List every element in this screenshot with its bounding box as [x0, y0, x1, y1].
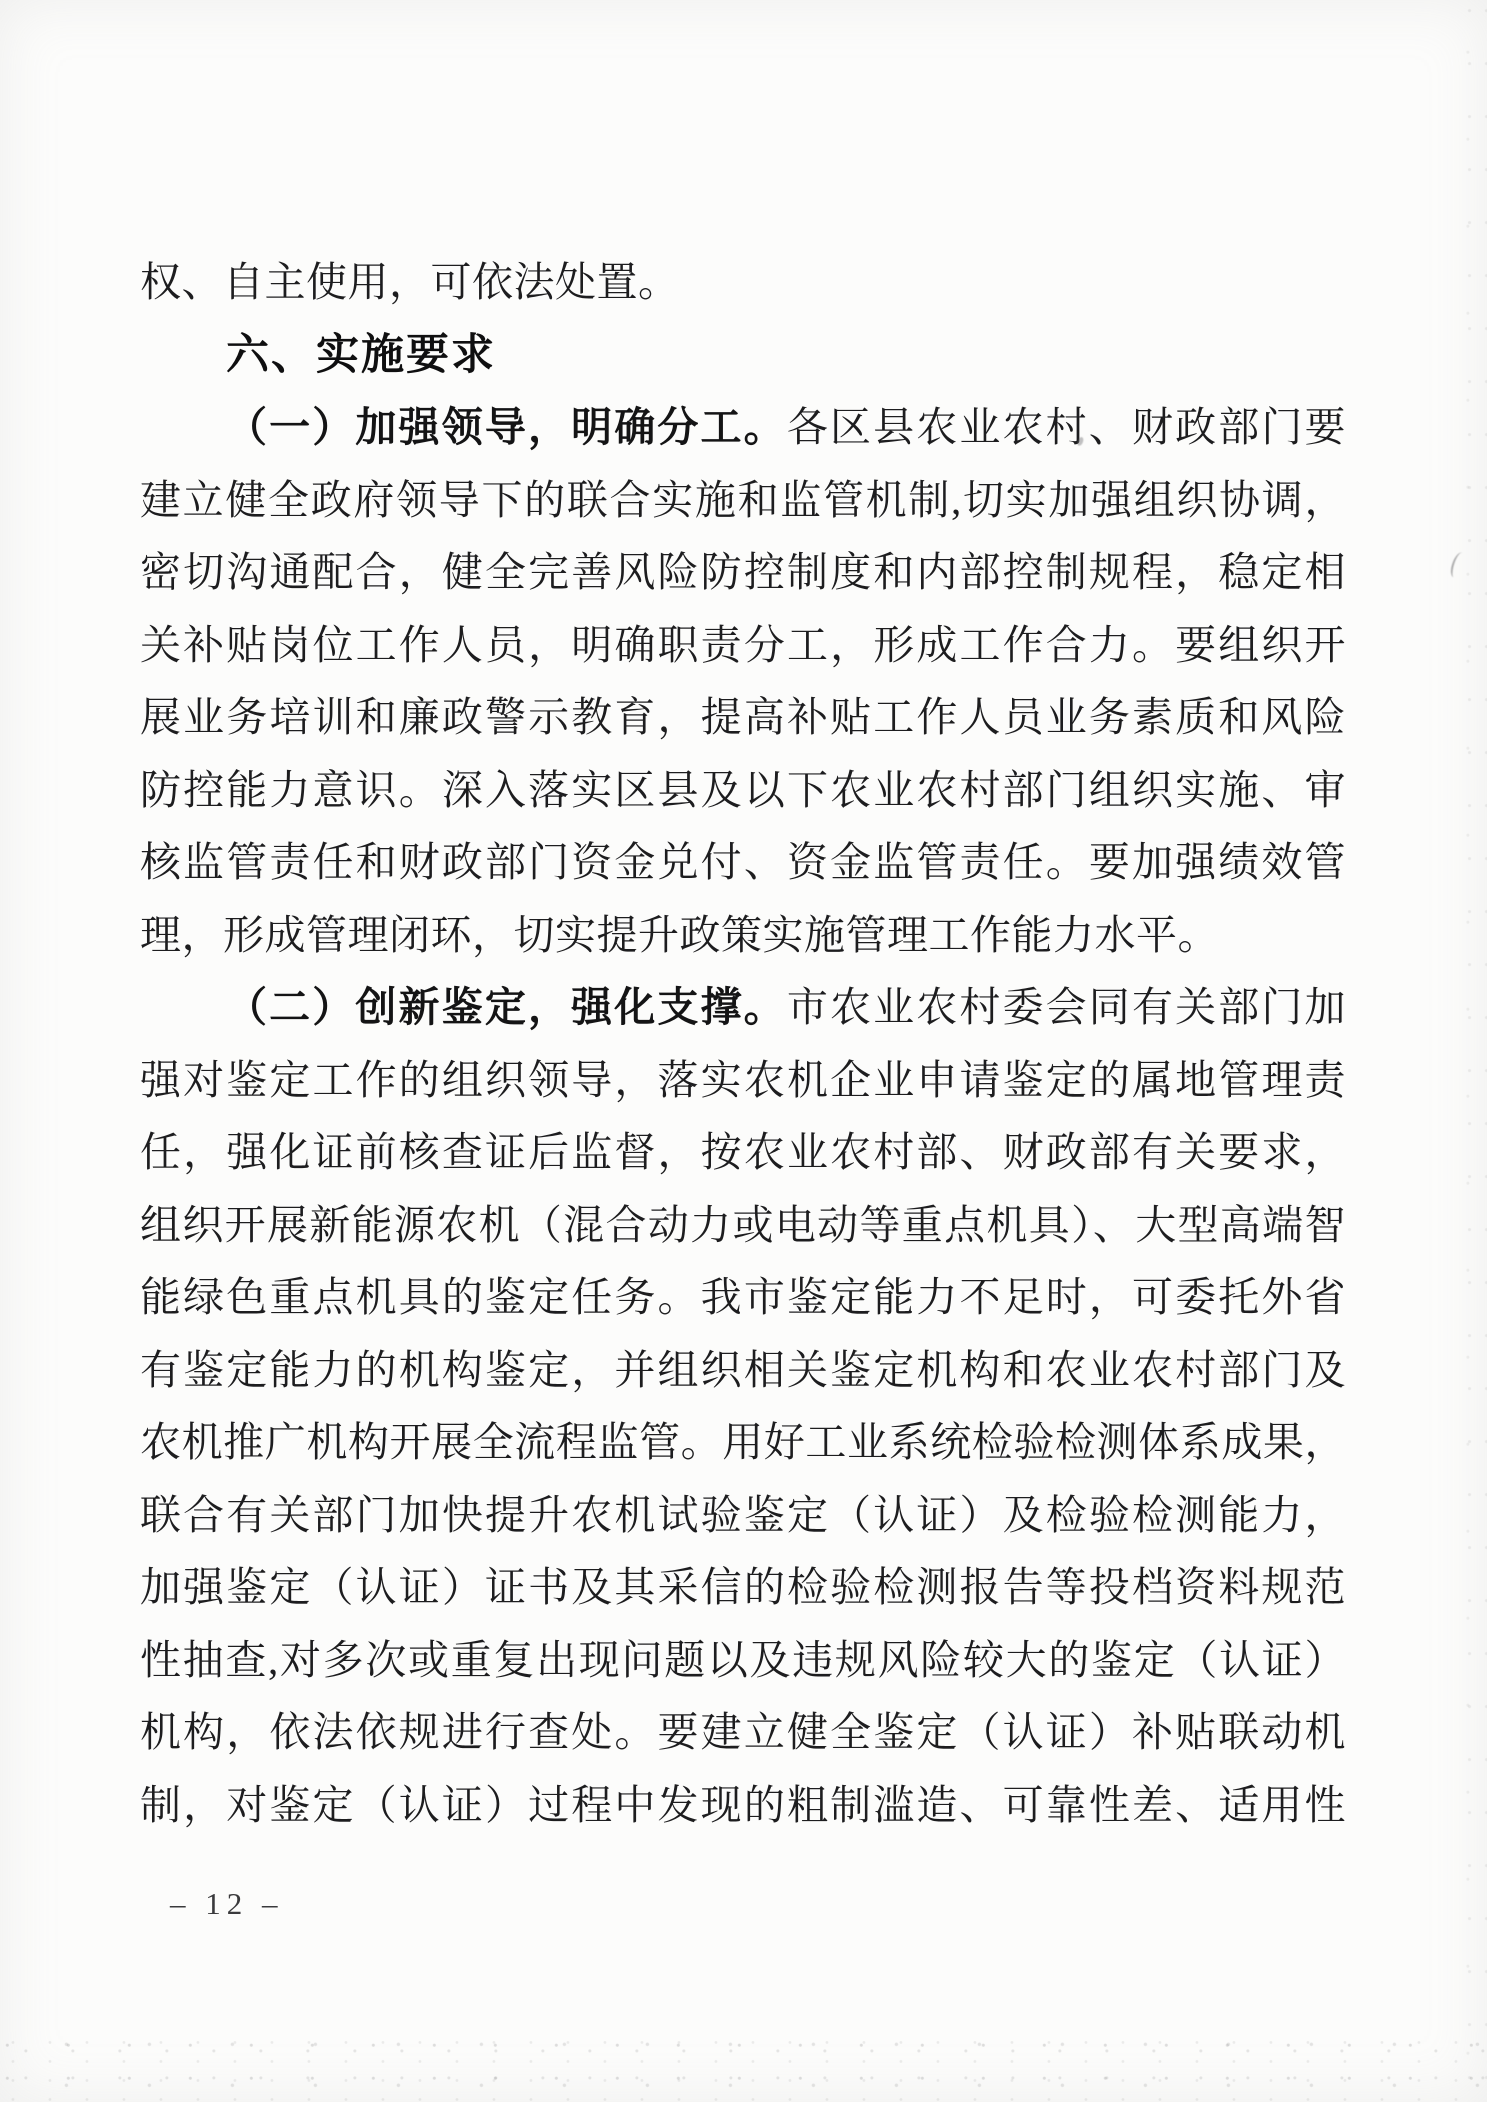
text-line: [140, 1406, 1346, 1479]
text-line: [140, 1769, 1346, 1842]
text-line: [140, 1334, 1346, 1407]
text-line: [140, 899, 1346, 972]
section-heading: [140, 319, 1346, 392]
line-text: 性抽查,对多次或重复出现问题以及违规风险较大的鉴定（认证）: [140, 1636, 1346, 1683]
text-line: [140, 971, 1346, 1044]
scan-noise-right: [1461, 0, 1487, 2102]
text-line: [140, 391, 1346, 464]
text-line: [140, 826, 1346, 899]
text-line: [140, 536, 1346, 609]
text-line: [140, 1261, 1346, 1334]
line-text: 防控能力意识。深入落实区县及以下农业农村部门组织实施、审: [140, 766, 1346, 813]
line-text: 理，形成管理闭环，切实提升政策实施管理工作能力水平。: [140, 911, 1219, 958]
text-column: [140, 246, 1346, 1841]
line-text: 强对鉴定工作的组织领导，落实农机企业申请鉴定的属地管理责: [140, 1056, 1346, 1103]
paragraph-lead: （一）加强领导，明确分工。: [226, 404, 787, 450]
text-line: [140, 754, 1346, 827]
line-text: 展业务培训和廉政警示教育，提高补贴工作人员业务素质和风险: [140, 694, 1346, 740]
text-line: [140, 681, 1346, 754]
text-line: [140, 464, 1346, 537]
text-line: [140, 1044, 1346, 1117]
line-text: 建立健全政府领导下的联合实施和监管机制,切实加强组织协调，: [140, 476, 1346, 523]
line-text: 联合有关部门加快提升农机试验鉴定（认证）及检验检测能力，: [140, 1491, 1346, 1538]
line-text: 有鉴定能力的机构鉴定，并组织相关鉴定机构和农业农村部门及: [140, 1346, 1346, 1393]
footer-page-number: – 12 –: [170, 1886, 284, 1921]
line-text: 加强鉴定（认证）证书及其采信的检验检测报告等投档资料规范: [140, 1564, 1346, 1610]
text-line: [140, 1189, 1346, 1262]
text-line: [140, 1551, 1346, 1624]
line-text: 能绿色重点机具的鉴定任务。我市鉴定能力不足时，可委托外省: [140, 1274, 1346, 1320]
line-text: 权、自主使用，可依法处置。: [140, 259, 680, 305]
line-text: 制，对鉴定（认证）过程中发现的粗制滥造、可靠性差、适用性: [140, 1781, 1346, 1828]
text-line: [140, 246, 1346, 319]
line-text: 密切沟通配合，健全完善风险防控制度和内部控制规程，稳定相: [140, 549, 1346, 595]
line-text: 组织开展新能源农机（混合动力或电动等重点机具）、大型高端智: [140, 1201, 1346, 1248]
line-text: 关补贴岗位工作人员，明确职责分工，形成工作合力。要组织开: [140, 621, 1346, 668]
paragraph-lead: （二）创新鉴定，强化支撑。: [226, 984, 787, 1030]
line-text: 市农业农村委会同有关部门加: [786, 984, 1346, 1030]
line-text: 核监管责任和财政部门资金兑付、资金监管责任。要加强绩效管: [140, 839, 1346, 885]
text-line: [140, 1479, 1346, 1552]
line-text: 机构，依法依规进行查处。要建立健全鉴定（认证）补贴联动机: [140, 1709, 1346, 1755]
text-line: [140, 1116, 1346, 1189]
text-line: [140, 1696, 1346, 1769]
scan-noise-bottom: [0, 2032, 1487, 2102]
line-text: 任，强化证前核查证后监督，按农业农村部、财政部有关要求，: [140, 1129, 1346, 1175]
line-text: 各区县农业农村、财政部门要: [786, 404, 1346, 450]
text-line: [140, 1624, 1346, 1697]
line-text: 农机推广机构开展全流程监管。用好工业系统检验检测体系成果，: [140, 1419, 1346, 1465]
text-line: [140, 609, 1346, 682]
line-text: 六、实施要求: [226, 330, 496, 379]
